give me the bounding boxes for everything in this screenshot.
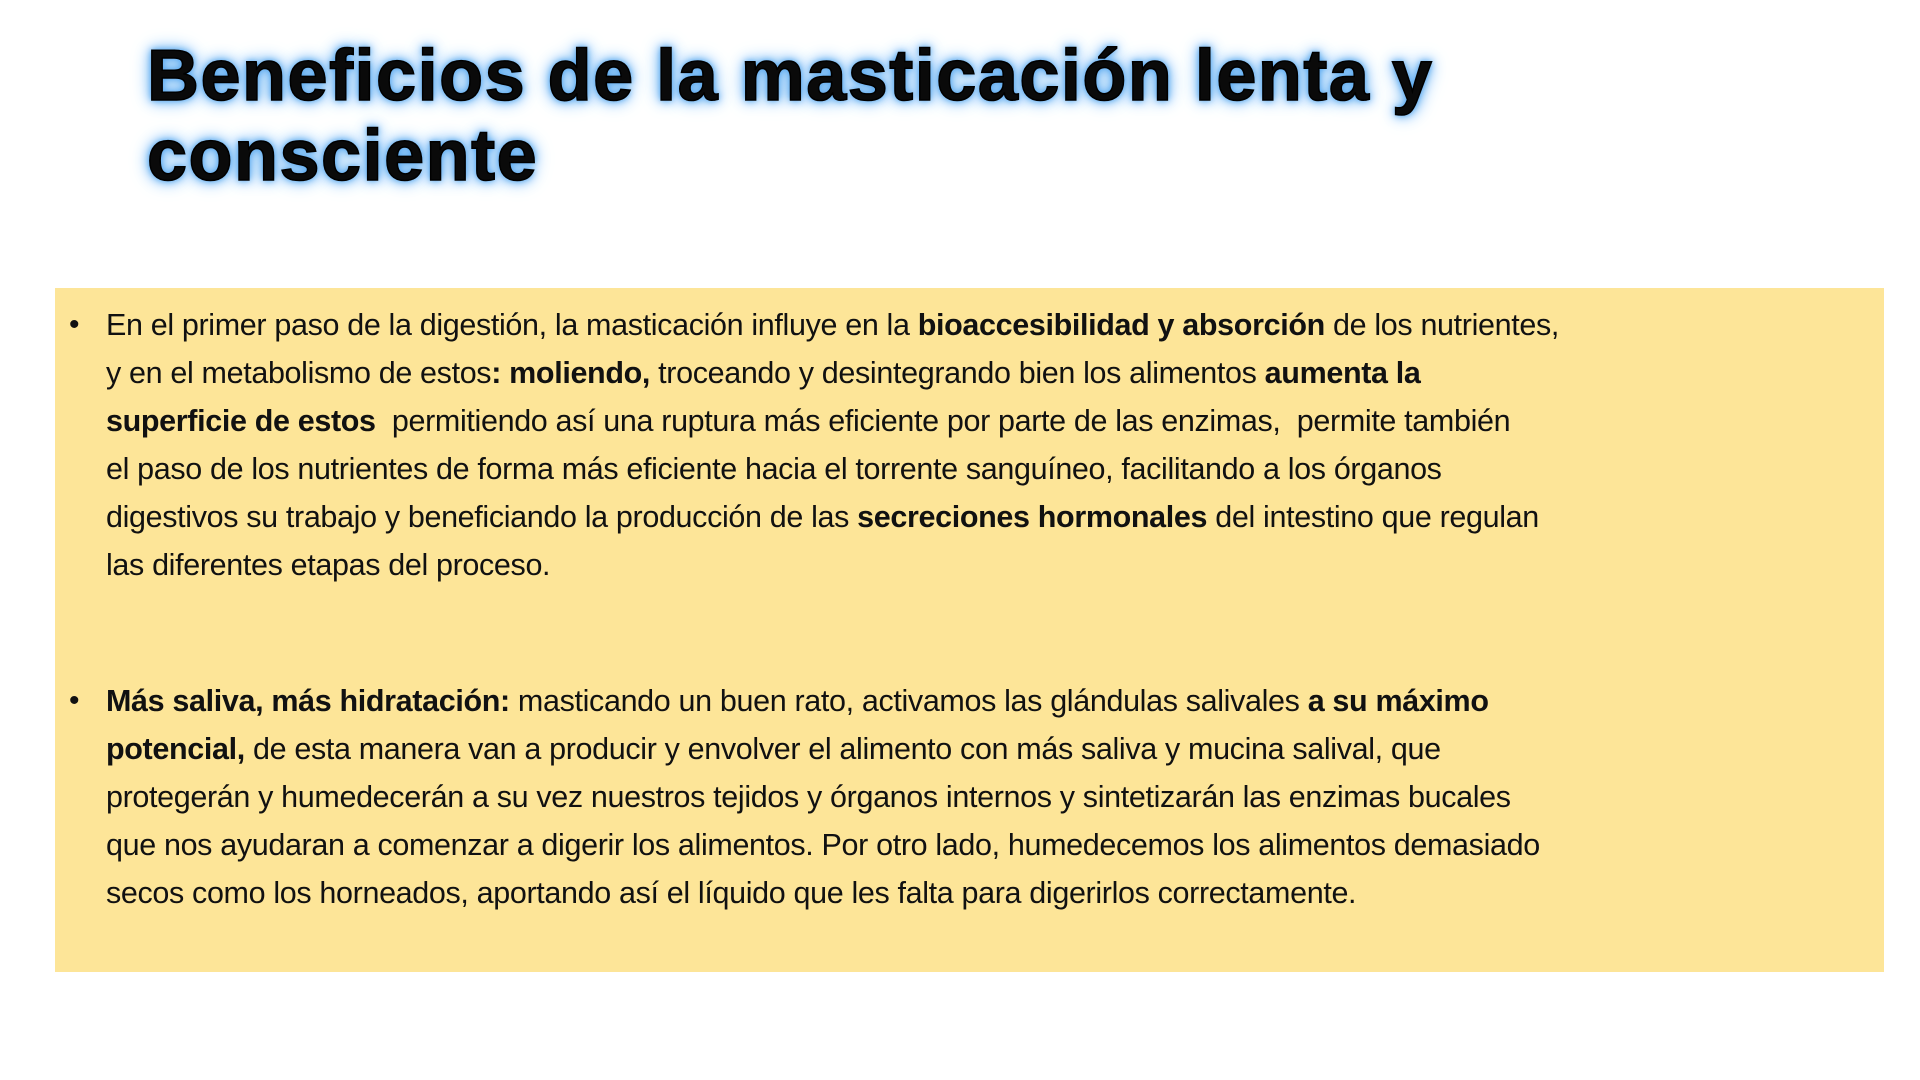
- text-segment: troceando y desintegrando bien los alimentos: [650, 356, 1265, 390]
- bullet-icon: •: [69, 308, 80, 341]
- text-segment: permitiendo así una ruptura más eficiente por parte de las enzimas, permite también: [375, 404, 1511, 438]
- bold-text-segment: superficie de estos: [106, 404, 376, 438]
- paragraph-line: [106, 821, 1540, 869]
- paragraph-line: [106, 869, 1540, 917]
- text-segment: el paso de los nutrientes de forma más eficiente hacia el torrente sanguíneo, facilitando a los órganos: [106, 452, 1442, 486]
- paragraph-text: [106, 677, 1540, 917]
- bold-text-segment: : moliendo,: [491, 356, 651, 390]
- bold-text-segment: aumenta la: [1264, 356, 1421, 390]
- text-segment: protegerán y humedecerán a su vez nuestros tejidos y órganos internos y sintetizarán las enzimas bucales: [106, 780, 1511, 814]
- bullet-icon: •: [69, 684, 80, 717]
- paragraph-line: [106, 725, 1540, 773]
- text-segment: del intestino que regulan: [1207, 500, 1539, 534]
- paragraph-line: [106, 349, 1559, 397]
- text-segment: secos como los horneados, aportando así el líquido que les falta para digerirlos correctamente.: [106, 876, 1357, 910]
- paragraph-line: [106, 677, 1540, 725]
- text-segment: que nos ayudaran a comenzar a digerir los alimentos. Por otro lado, humedecemos los alimentos demasiado: [106, 828, 1540, 862]
- text-segment: En el primer paso de la digestión, la masticación influye en la: [106, 308, 918, 342]
- slide-title-line: consciente: [147, 116, 539, 196]
- paragraph-line: [106, 541, 1559, 589]
- bold-text-segment: Más saliva, más hidratación:: [106, 684, 510, 718]
- text-segment: las diferentes etapas del proceso.: [106, 548, 551, 582]
- paragraph-line: [106, 397, 1559, 445]
- bold-text-segment: a su máximo: [1307, 684, 1489, 718]
- slide-title: [147, 36, 1433, 196]
- paragraph-line: [106, 773, 1540, 821]
- paragraph-line: [106, 301, 1559, 349]
- paragraph-line: [106, 493, 1559, 541]
- text-segment: y en el metabolismo de estos: [106, 356, 492, 390]
- bold-text-segment: potencial,: [106, 732, 245, 766]
- text-segment: digestivos su trabajo y beneficiando la producción de las: [106, 500, 858, 534]
- bold-text-segment: secreciones hormonales: [857, 500, 1208, 534]
- text-segment: masticando un buen rato, activamos las glándulas salivales: [509, 684, 1308, 718]
- text-segment: de esta manera van a producir y envolver el alimento con más saliva y mucina salival, que: [244, 732, 1441, 766]
- text-segment: de los nutrientes,: [1324, 308, 1560, 342]
- slide-title-line: Beneficios de la masticación lenta y: [147, 36, 1434, 116]
- bold-text-segment: bioaccesibilidad y absorción: [917, 308, 1325, 342]
- content-box: [55, 288, 1884, 972]
- paragraph-line: [106, 445, 1559, 493]
- paragraph-text: [106, 301, 1559, 589]
